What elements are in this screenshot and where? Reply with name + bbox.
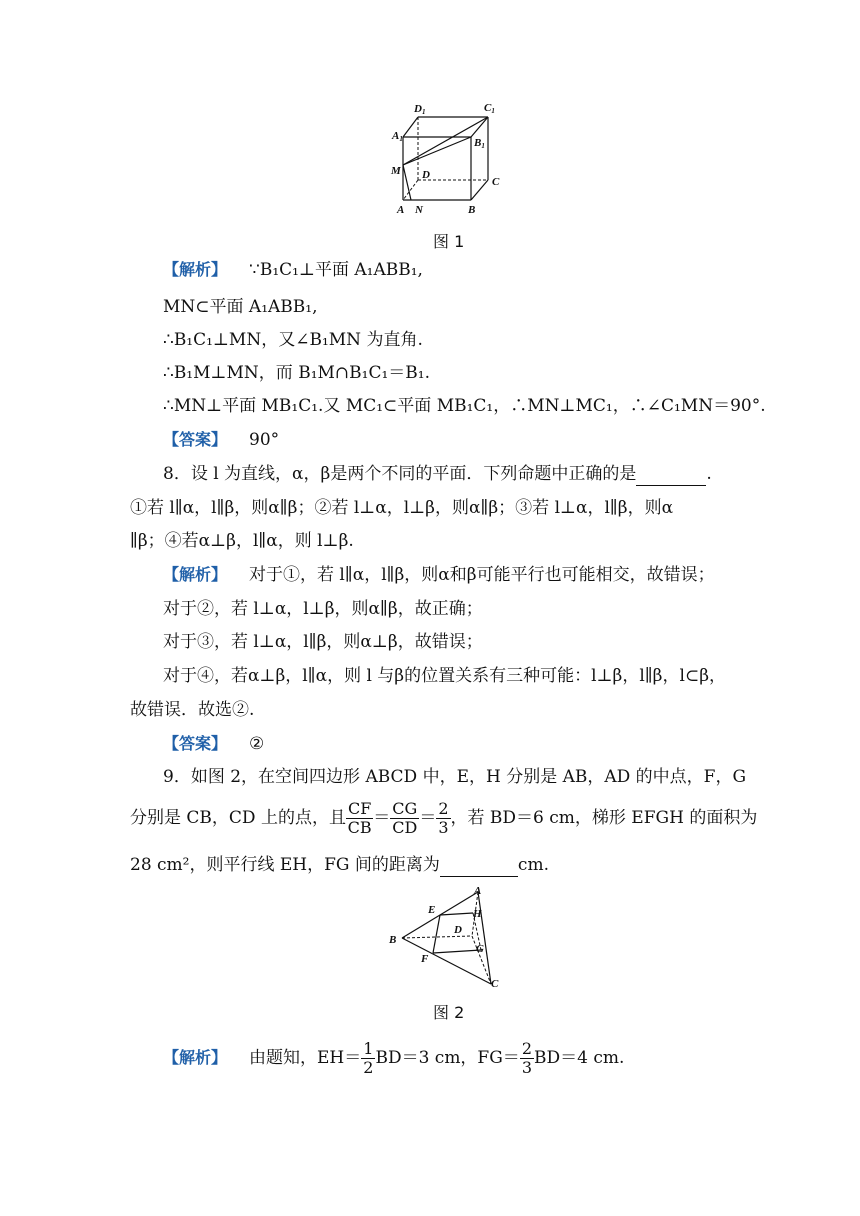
answer-blank (440, 858, 518, 877)
solution-7-line-4: ∴B₁M⊥MN，而 B₁M∩B₁C₁＝B₁. (163, 363, 431, 383)
question-8-line-1: 8．设 l 为直线，α，β是两个不同的平面．下列命题中正确的是 . (163, 464, 712, 484)
solution-8-line-4: 对于④，若α⊥β，l∥α，则 l 与β的位置关系有三种可能：l⊥β，l∥β，l⊂β， (163, 666, 727, 686)
analysis-tag: 【解析】 (163, 260, 228, 279)
analysis-tag: 【解析】 (163, 565, 228, 584)
figure-1-cube (385, 98, 505, 218)
solution-7-line-5: ∴MN⊥平面 MB₁C₁.又 MC₁⊂平面 MB₁C₁，∴MN⊥MC₁，∴∠C₁MN＝90°. (163, 396, 766, 416)
label-N: N (415, 204, 423, 216)
solution-7-line-2: MN⊂平面 A₁ABB₁, (163, 297, 318, 317)
solution-7-line-3: ∴B₁C₁⊥MN，又∠B₁MN 为直角. (163, 330, 423, 350)
fraction-cf-cb: $\frac{CF}{CB}$ (347, 799, 372, 837)
label-A: A (397, 204, 405, 216)
figure-2-caption: 图 2 (433, 1003, 465, 1022)
label-B: B (389, 934, 397, 946)
answer-tag: 【答案】 (163, 430, 228, 449)
figure-1-caption: 图 1 (433, 232, 465, 251)
fraction-cg-cd: $\frac{CG}{CD}$ (392, 799, 418, 837)
label-B1: B1 (474, 137, 485, 150)
answer-8: 【答案】 ② (163, 734, 265, 754)
label-B: B (468, 204, 476, 216)
figure-2-tetrahedron (385, 880, 510, 995)
solution-8-line-2: 对于②，若 l⊥α，l⊥β，则α∥β，故正确； (163, 599, 483, 619)
label-C: C (492, 176, 500, 188)
label-H: H (473, 908, 482, 920)
question-8-line-2: ①若 l∥α，l∥β，则α∥β；②若 l⊥α，l⊥β，则α∥β；③若 l⊥α，l∥β，则α (130, 498, 674, 518)
label-M: M (391, 165, 401, 177)
label-D: D (454, 924, 462, 936)
label-D1: D1 (414, 103, 426, 116)
label-F: F (421, 953, 429, 965)
label-E: E (428, 904, 436, 916)
solution-8-line-5: 故错误．故选②. (130, 700, 255, 720)
fraction-two-thirds: $\frac{2}{3}$ (438, 799, 449, 837)
question-9-line-1: 9．如图 2，在空间四边形 ABCD 中，E，H 分别是 AB，AD 的中点，F，G (163, 767, 747, 787)
answer-7: 【答案】 90° (163, 430, 280, 450)
label-C: C (491, 978, 499, 990)
answer-tag: 【答案】 (163, 734, 228, 753)
solution-8-line-1: 【解析】 对于①，若 l∥α，l∥β，则α和β可能平行也可能相交，故错误； (163, 565, 715, 585)
label-C1: C1 (484, 102, 495, 115)
question-8-line-3: ∥β；④若α⊥β，l∥α，则 l⊥β. (130, 531, 354, 551)
question-9-line-2: 分别是 CB，CD 上的点，且 $\frac{CF}{CB}$ ＝ $\frac{CG}{CD}$ ＝ $\frac{2}{3}$ ，若 BD＝6 cm，梯形 EFGH 的面积为 (130, 799, 758, 837)
solution-7-line-1: 【解析】 ∵B₁C₁⊥平面 A₁ABB₁, (163, 260, 423, 280)
label-A1: A1 (392, 130, 403, 143)
fraction-two-thirds: $\frac{2}{3}$ (521, 1039, 532, 1077)
label-G: G (476, 943, 484, 955)
fraction-one-half: $\frac{1}{2}$ (363, 1039, 374, 1077)
question-9-line-3: 28 cm²，则平行线 EH，FG 间的距离为 cm. (130, 855, 549, 875)
label-A: A (474, 885, 482, 897)
label-D: D (422, 169, 430, 181)
solution-8-line-3: 对于③，若 l⊥α，l∥β，则α⊥β，故错误； (163, 632, 483, 652)
solution-9-line-1: 【解析】 由题知，EH＝ $\frac{1}{2}$ BD＝3 cm，FG＝ $\frac{2}{3}$ BD＝4 cm. (163, 1039, 625, 1077)
answer-blank (636, 467, 706, 486)
analysis-tag: 【解析】 (163, 1048, 228, 1067)
